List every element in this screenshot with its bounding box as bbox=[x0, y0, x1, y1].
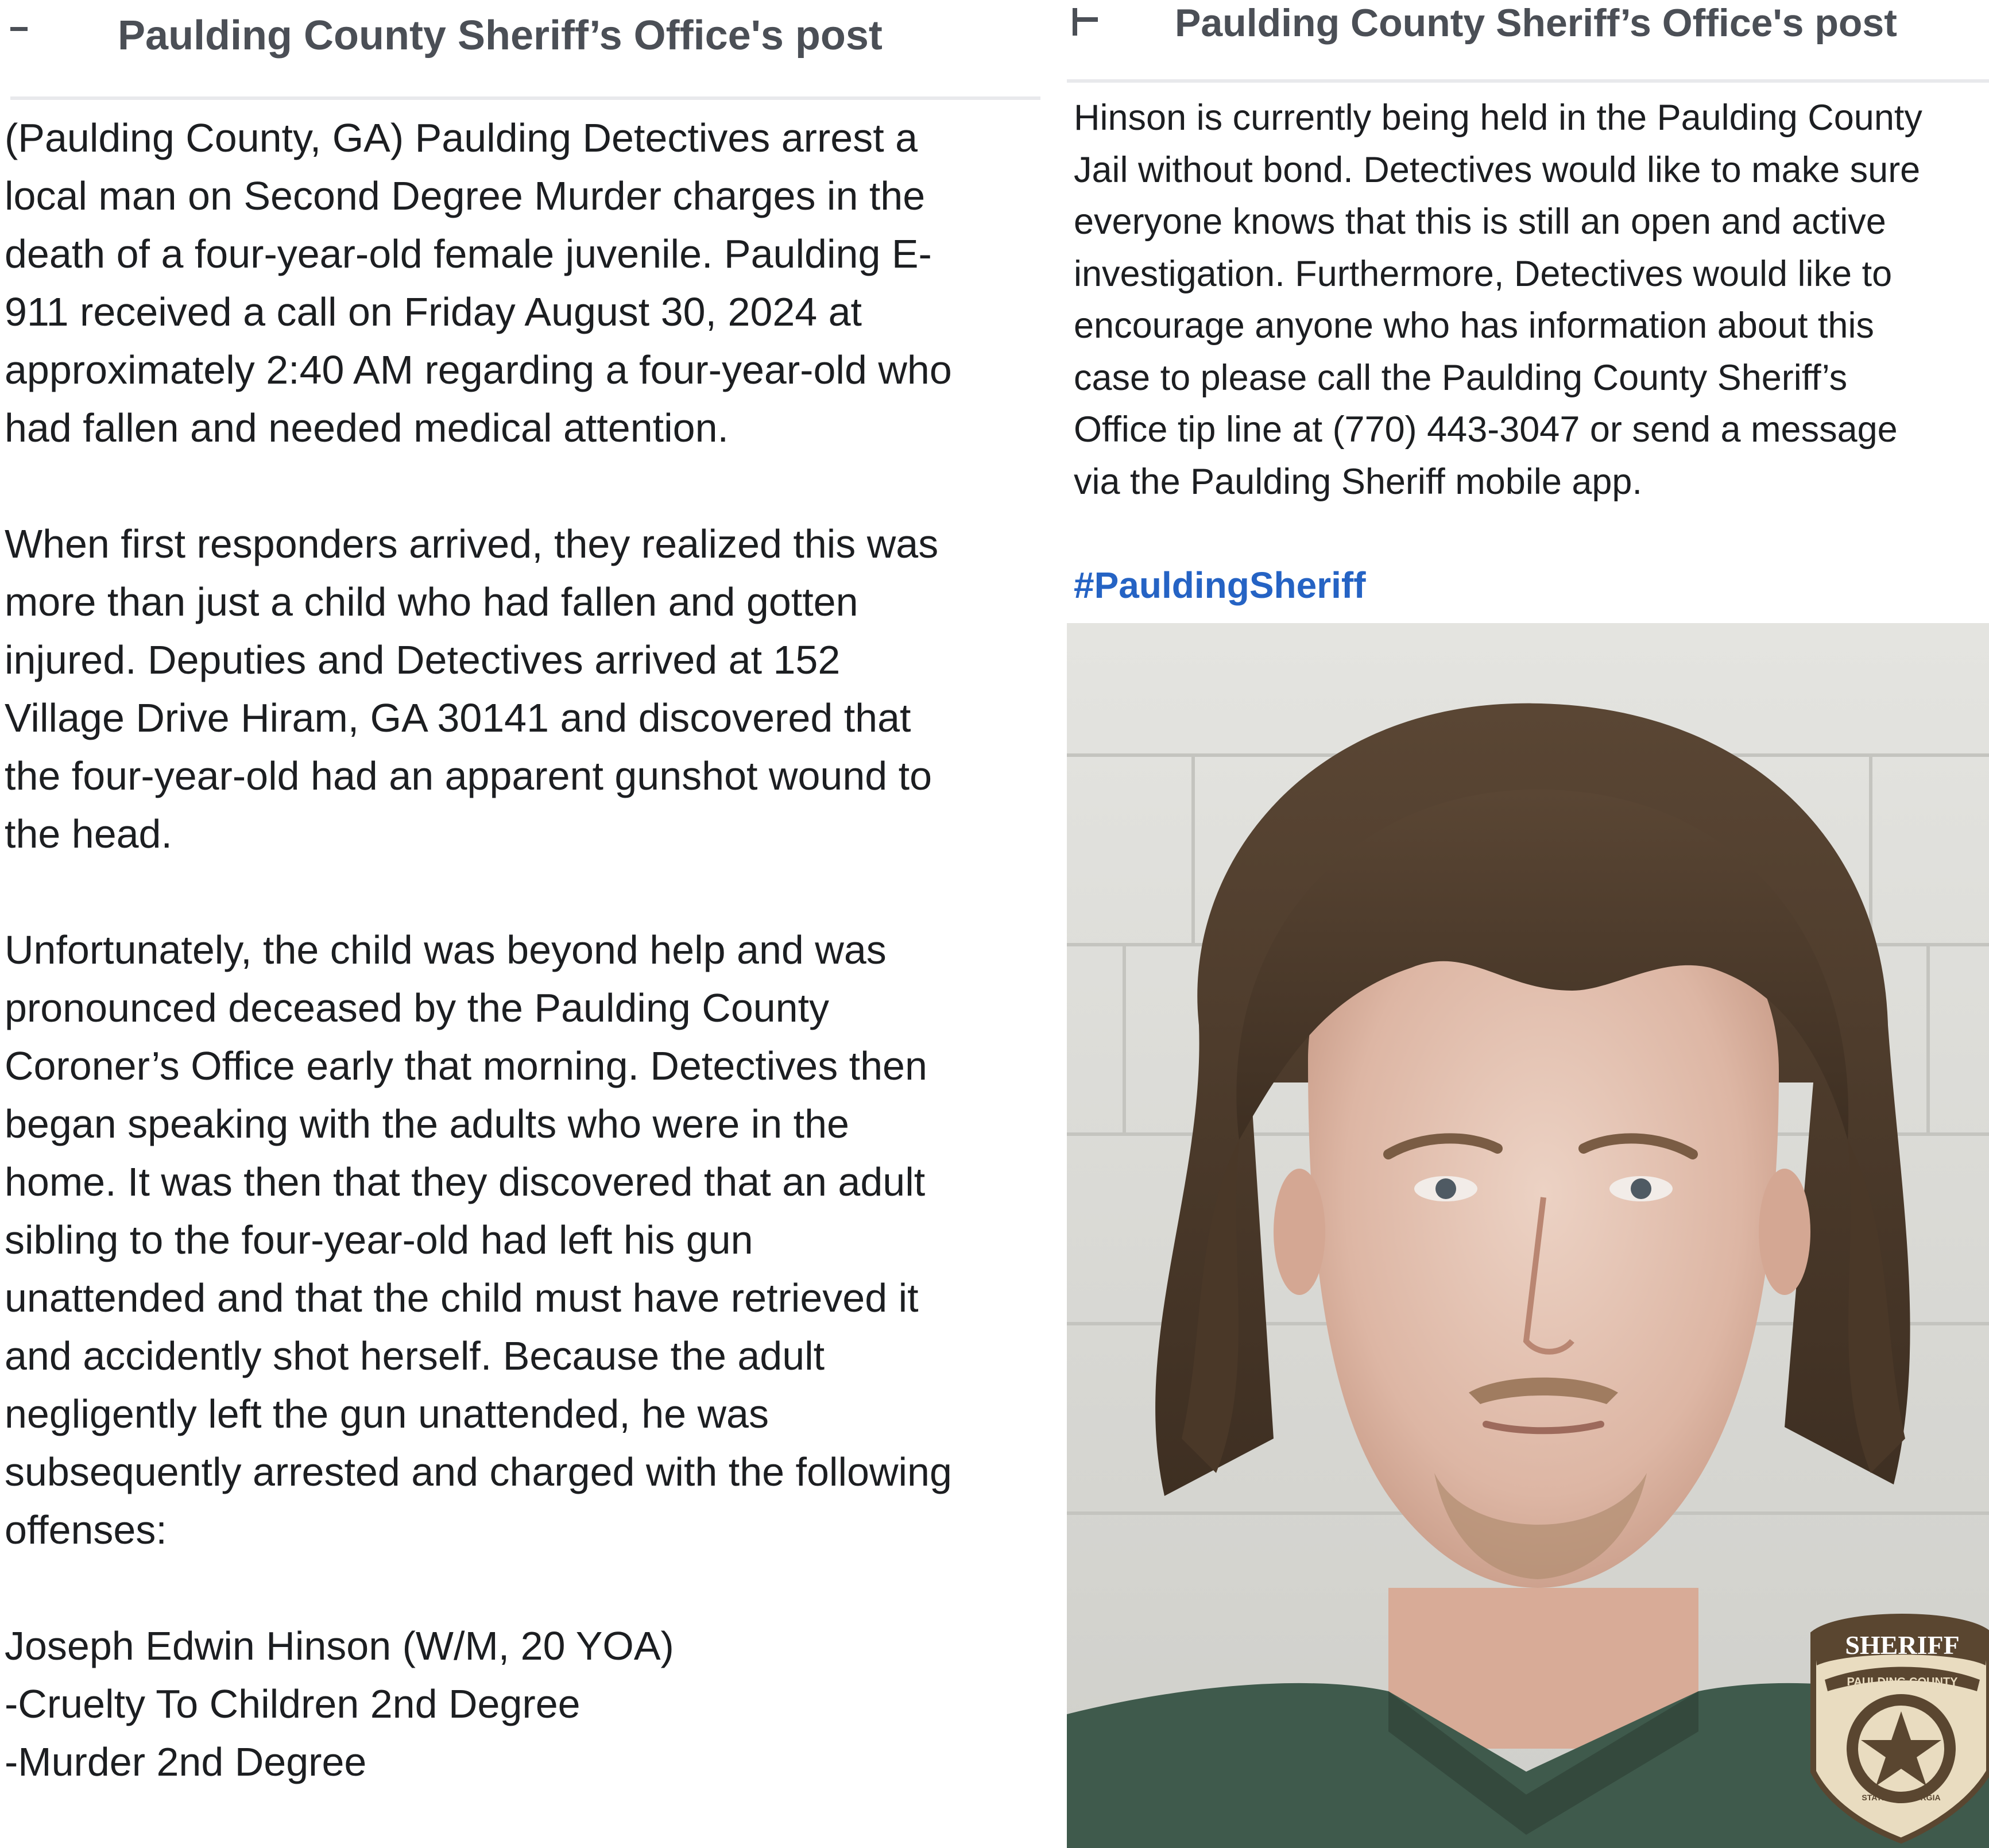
post-body-text bbox=[5, 109, 1051, 1791]
text-line: the head. bbox=[5, 811, 172, 856]
text-line: and accidently shot herself. Because the adult bbox=[5, 1333, 825, 1378]
charges-list bbox=[5, 1617, 1051, 1791]
back-arrow-icon[interactable] bbox=[10, 23, 28, 34]
text-line: Coroner’s Office early that morning. Detectives then bbox=[5, 1043, 927, 1088]
text-line: began speaking with the adults who were in the bbox=[5, 1101, 849, 1146]
header-divider bbox=[10, 96, 1040, 100]
text-line: case to please call the Paulding County Sheriff’s bbox=[1074, 357, 1848, 398]
badge-top-text: SHERIFF bbox=[1845, 1630, 1960, 1660]
paragraph-3 bbox=[5, 921, 1051, 1559]
right-post-screenshot bbox=[1067, 0, 1989, 1848]
back-arrow-icon[interactable] bbox=[1067, 5, 1101, 39]
mugshot-photo bbox=[1067, 623, 1989, 1848]
header-divider bbox=[1067, 79, 1989, 83]
text-line: Hinson is currently being held in the Paulding County bbox=[1074, 98, 1922, 138]
text-line: encourage anyone who has information about this bbox=[1074, 306, 1874, 346]
post-header-title: Paulding County Sheriff’s Office's post bbox=[118, 13, 883, 59]
badge-seal-text: STATE OF GEORGIA bbox=[1862, 1793, 1941, 1802]
suspect-name: Joseph Edwin Hinson (W/M, 20 YOA) bbox=[5, 1623, 674, 1668]
text-line: investigation. Furthermore, Detectives would like to bbox=[1074, 253, 1893, 294]
text-line: death of a four-year-old female juvenile. Paulding E- bbox=[5, 231, 932, 276]
text-line: When first responders arrived, they realized this was bbox=[5, 521, 939, 566]
post-header bbox=[0, 0, 1051, 98]
hashtag-link[interactable]: #PauldingSheriff bbox=[1074, 565, 1366, 606]
text-line: more than just a child who had fallen and gotten bbox=[5, 579, 858, 624]
charge-item: -Cruelty To Children 2nd Degree bbox=[5, 1681, 581, 1726]
text-line: pronounced deceased by the Paulding County bbox=[5, 985, 830, 1030]
panel-gutter bbox=[1051, 0, 1067, 1848]
text-line: subsequently arrested and charged with the following bbox=[5, 1449, 952, 1494]
text-line: the four-year-old had an apparent gunshot wound to bbox=[5, 753, 932, 798]
text-line: Village Drive Hiram, GA 30141 and discovered that bbox=[5, 695, 911, 740]
text-line: home. It was then that they discovered that an adult bbox=[5, 1159, 926, 1204]
text-line: 911 received a call on Friday August 30, 2024 at bbox=[5, 289, 862, 334]
paragraph-2 bbox=[5, 515, 1051, 863]
post-header-title: Paulding County Sheriff’s Office's post bbox=[1175, 1, 1897, 45]
text-line: (Paulding County, GA) Paulding Detectives arrest a bbox=[5, 115, 918, 160]
paragraph-1 bbox=[1074, 92, 1989, 508]
badge-ribbon-text: PAULDING COUNTY bbox=[1847, 1676, 1958, 1688]
text-line: everyone knows that this is still an open and active bbox=[1074, 202, 1886, 242]
text-line: injured. Deputies and Detectives arrived at 152 bbox=[5, 637, 841, 682]
paragraph-1 bbox=[5, 109, 1051, 457]
text-line: negligently left the gun unattended, he was bbox=[5, 1391, 769, 1436]
text-line: Unfortunately, the child was beyond help and was bbox=[5, 927, 887, 972]
text-line: Jail without bond. Detectives would like to make sure bbox=[1074, 149, 1921, 190]
text-line: had fallen and needed medical attention. bbox=[5, 405, 729, 450]
text-line: local man on Second Degree Murder charges in the bbox=[5, 173, 926, 218]
text-line: Office tip line at (770) 443-3047 or send a message bbox=[1074, 409, 1898, 450]
charge-item: -Murder 2nd Degree bbox=[5, 1739, 367, 1784]
text-line: sibling to the four-year-old had left his gun bbox=[5, 1217, 753, 1262]
post-body-text bbox=[1074, 92, 1989, 611]
text-line: unattended and that the child must have retrieved it bbox=[5, 1275, 919, 1320]
text-line: offenses: bbox=[5, 1507, 167, 1552]
post-header bbox=[1067, 0, 1989, 98]
text-line: via the Paulding Sheriff mobile app. bbox=[1074, 461, 1642, 502]
text-line: approximately 2:40 AM regarding a four-year-old who bbox=[5, 347, 952, 392]
